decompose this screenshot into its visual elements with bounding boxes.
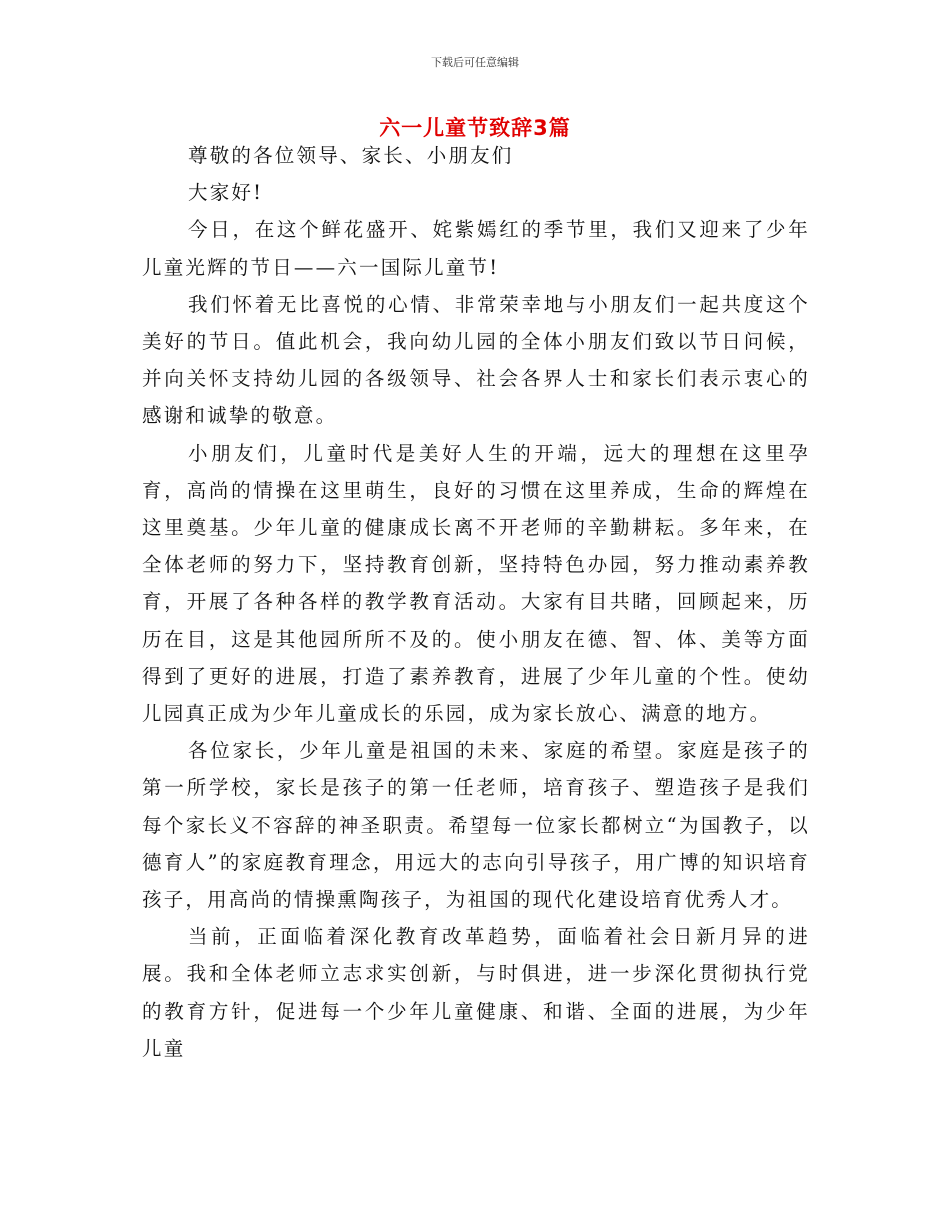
document-body [142,137,810,1067]
page-header-note: 下载后可任意编辑 [431,56,519,69]
salutation: 尊敬的各位领导、家长、小朋友们 [188,144,514,167]
document-title: 六一儿童节致辞3篇 [379,116,571,140]
paragraph-children: 小朋友们，儿童时代是美好人生的开端，远大的理想在这里孕育，高尚的情操在这里萌生，良好的习惯在这里养成，生命的辉煌在这里奠基。少年儿童的健康成长离不开老师的辛勤耕耘。多年来，在全体老师的努力下，坚持教育创新，坚持特色办园，努力推动素养教育，开展了各种各样的教学教育活动。大家有目共睹，回顾起来，历历在目，这是其他园所所不及的。使小朋友在德、智、体、美等方面得到了更好的进展，打造了素养教育，进展了少年儿童的个性。使幼儿园真正成为少年儿童成长的乐园，成为家长放心、满意的地方。 [142,441,810,726]
paragraph-opening: 今日，在这个鲜花盛开、姹紫嫣红的季节里，我们又迎来了少年儿童光辉的节日——六一国际儿童节! [142,218,810,279]
paragraph-parents: 各位家长，少年儿童是祖国的未来、家庭的希望。家庭是孩子的第一所学校，家长是孩子的第一任老师，培育孩子、塑造孩子是我们每个家长义不容辞的神圣职责。希望每一位家长都树立“为国教子，以德育人”的家庭教育理念，用远大的志向引导孩子，用广博的知识培育孩子，用高尚的情操熏陶孩子，为祖国的现代化建设培育优秀人才。 [142,739,810,912]
paragraph-thanks: 我们怀着无比喜悦的心情、非常荣幸地与小朋友们一起共度这个美好的节日。值此机会，我向幼儿园的全体小朋友们致以节日问候，并向关怀支持幼儿园的各级领导、社会各界人士和家长们表示衷心的感谢和诚挚的敬意。 [142,292,810,428]
greeting: 大家好! [188,181,264,205]
paragraph-reform: 当前，正面临着深化教育改革趋势，面临着社会日新月异的进展。我和全体老师立志求实创新，与时俱进，进一步深化贯彻执行党的教育方针，促进每一个少年儿童健康、和谐、全面的进展，为少年儿童 [142,925,810,1060]
